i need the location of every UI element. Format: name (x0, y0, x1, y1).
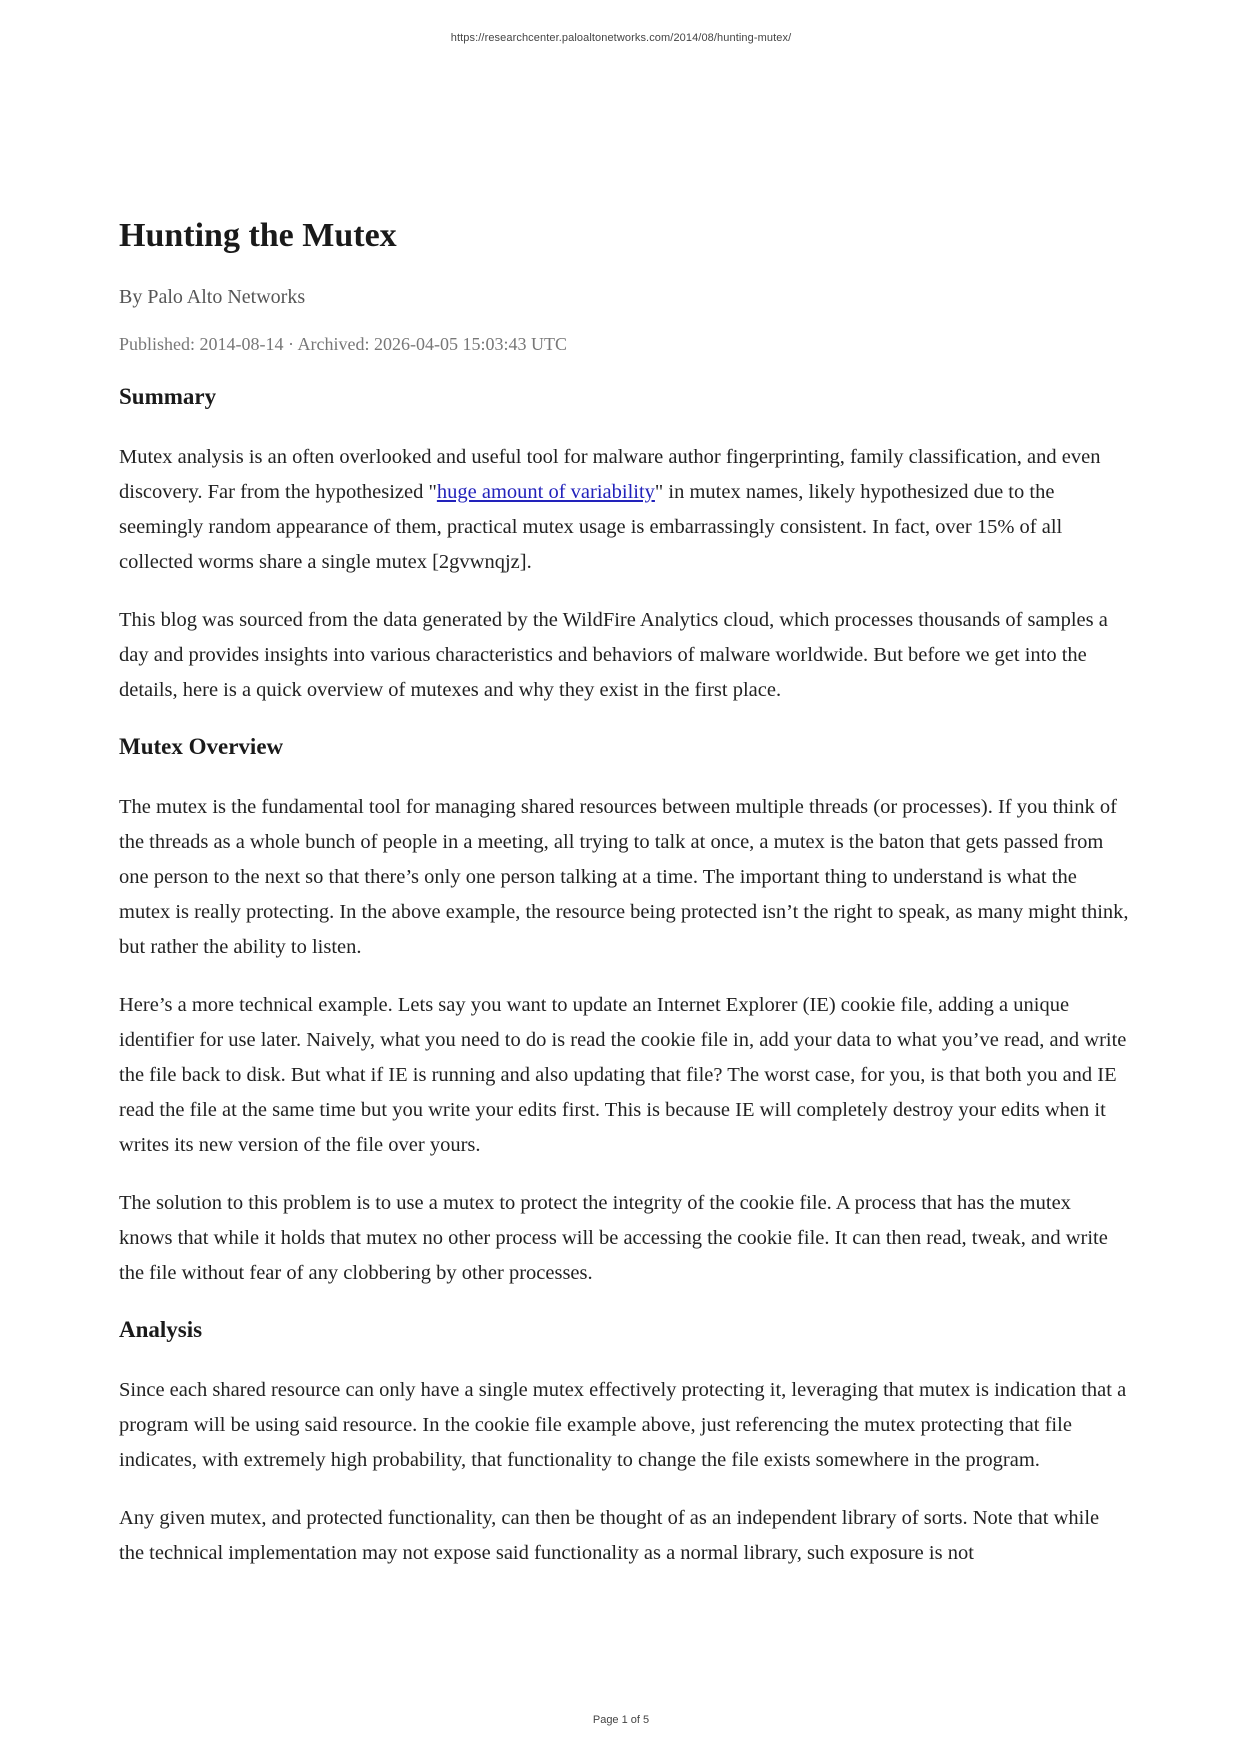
heading-analysis: Analysis (119, 1317, 203, 1342)
article-meta: Published: 2014-08-14 · Archived: 2026-04-05 15:03:43 UTC (119, 334, 567, 354)
page-number: Page 1 of 5 (592, 1714, 650, 1726)
summary-paragraph-2: This blog was sourced from the data generated by the WildFire Analytics cloud, which processes thousands of samples a day and provides insights into various characteristics and behaviors of malware worldwide. But before we get into the details, here is a quick overview of mutexes and why they exist in the first place. (119, 609, 1108, 701)
summary-paragraph-1 (119, 440, 1129, 580)
heading-summary: Summary (119, 384, 217, 409)
variability-link[interactable]: huge amount of variability (436, 481, 655, 503)
article-title: Hunting the Mutex (119, 217, 397, 254)
overview-paragraph-2: Here’s a more technical example. Lets say you want to update an Internet Explorer (IE) cookie file, adding a unique identifier for use later. Naively, what you need to do is read the cookie file in, add your data to what you’ve read, and write the file back to disk. But what if IE is running and also updating that file? The worst case, for you, is that both you and IE read the file at the same time but you write your edits first. This is because IE will completely destroy your edits when it writes its new version of the file over yours. (119, 994, 1127, 1156)
article (119, 210, 1129, 1571)
analysis-paragraph-1: Since each shared resource can only have a single mutex effectively protecting it, leveraging that mutex is indication that a program will be using said resource. In the cookie file example above, just referencing the mutex protecting that file indicates, with extremely high probability, that functionality to change the file exists somewhere in the program. (119, 1379, 1127, 1471)
summary-p1-text-after: " in mutex names, likely hypothesized due to the seemingly random appearance of them, practical mutex usage is embarrassingly consistent. In fact, over 15% of all collected worms share a single mutex [2gvwnqjz]. (119, 481, 1063, 573)
article-byline: By Palo Alto Networks (119, 286, 306, 308)
summary-p1-text-before: Mutex analysis is an often overlooked and useful tool for malware author fingerprinting, family classification, and even discovery. Far from the hypothesized " (119, 446, 1101, 503)
overview-paragraph-1: The mutex is the fundamental tool for managing shared resources between multiple threads (or processes). If you think of the threads as a whole bunch of people in a meeting, all trying to talk at once, a mutex is the baton that gets passed from one person to the next so that there’s only one person talking at a time. The important thing to understand is what the mutex is really protecting. In the above example, the resource being protected isn’t the right to speak, as many might think, but rather the ability to listen. (119, 796, 1129, 958)
heading-mutex-overview: Mutex Overview (119, 734, 284, 759)
page-url-header: https://researchcenter.paloaltonetworks.com/2014/08/hunting-mutex/ (450, 32, 792, 44)
analysis-paragraph-2: Any given mutex, and protected functionality, can then be thought of as an independent library of sorts. Note that while the technical implementation may not expose said functionality as a normal library, such exposure is not (119, 1507, 1100, 1564)
overview-paragraph-3: The solution to this problem is to use a mutex to protect the integrity of the cookie file. A process that has the mutex knows that while it holds that mutex no other process will be accessing the cookie file. It can then read, tweak, and write the file without fear of any clobbering by other processes. (119, 1192, 1108, 1284)
